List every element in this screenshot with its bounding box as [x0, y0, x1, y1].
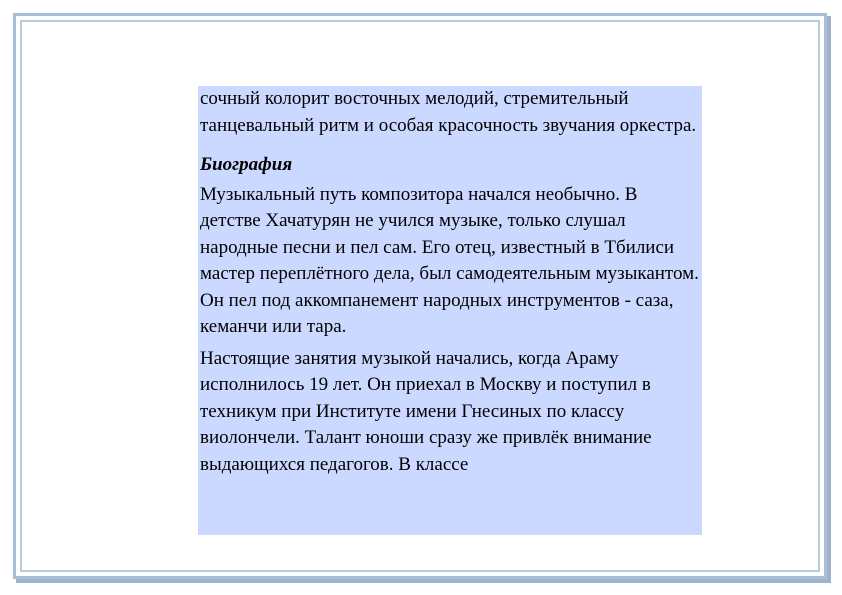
paragraph-biography-2: Настоящие занятия музыкой начались, когда Араму исполнилось 19 лет. Он приехал в Москву и поступил в техникум при Институте имени Гнесиных по классу виолончели. Талант юноши сразу же привлёк внимание выдающихся педагогов. В классе: [200, 347, 652, 475]
text-box: [198, 86, 702, 535]
frame-shadow-right: [827, 16, 831, 582]
paragraph-biography-1: Музыкальный путь композитора начался необычно. В детстве Хачатурян не учился музыке, только слушал народные песни и пел сам. Его отец, известный в Тбилиси мастер переплётного дела, был самодеятельным музыкантом. Он пел под аккомпанемент народных инструментов - саза, кеманчи или тара.: [200, 183, 699, 337]
frame-shadow-bottom: [16, 579, 831, 583]
paragraph-intro: сочный колорит восточных мелодий, стремительный танцевальный ритм и особая красочность звучания оркестра.: [200, 88, 697, 136]
section-heading: Биография: [200, 154, 293, 175]
